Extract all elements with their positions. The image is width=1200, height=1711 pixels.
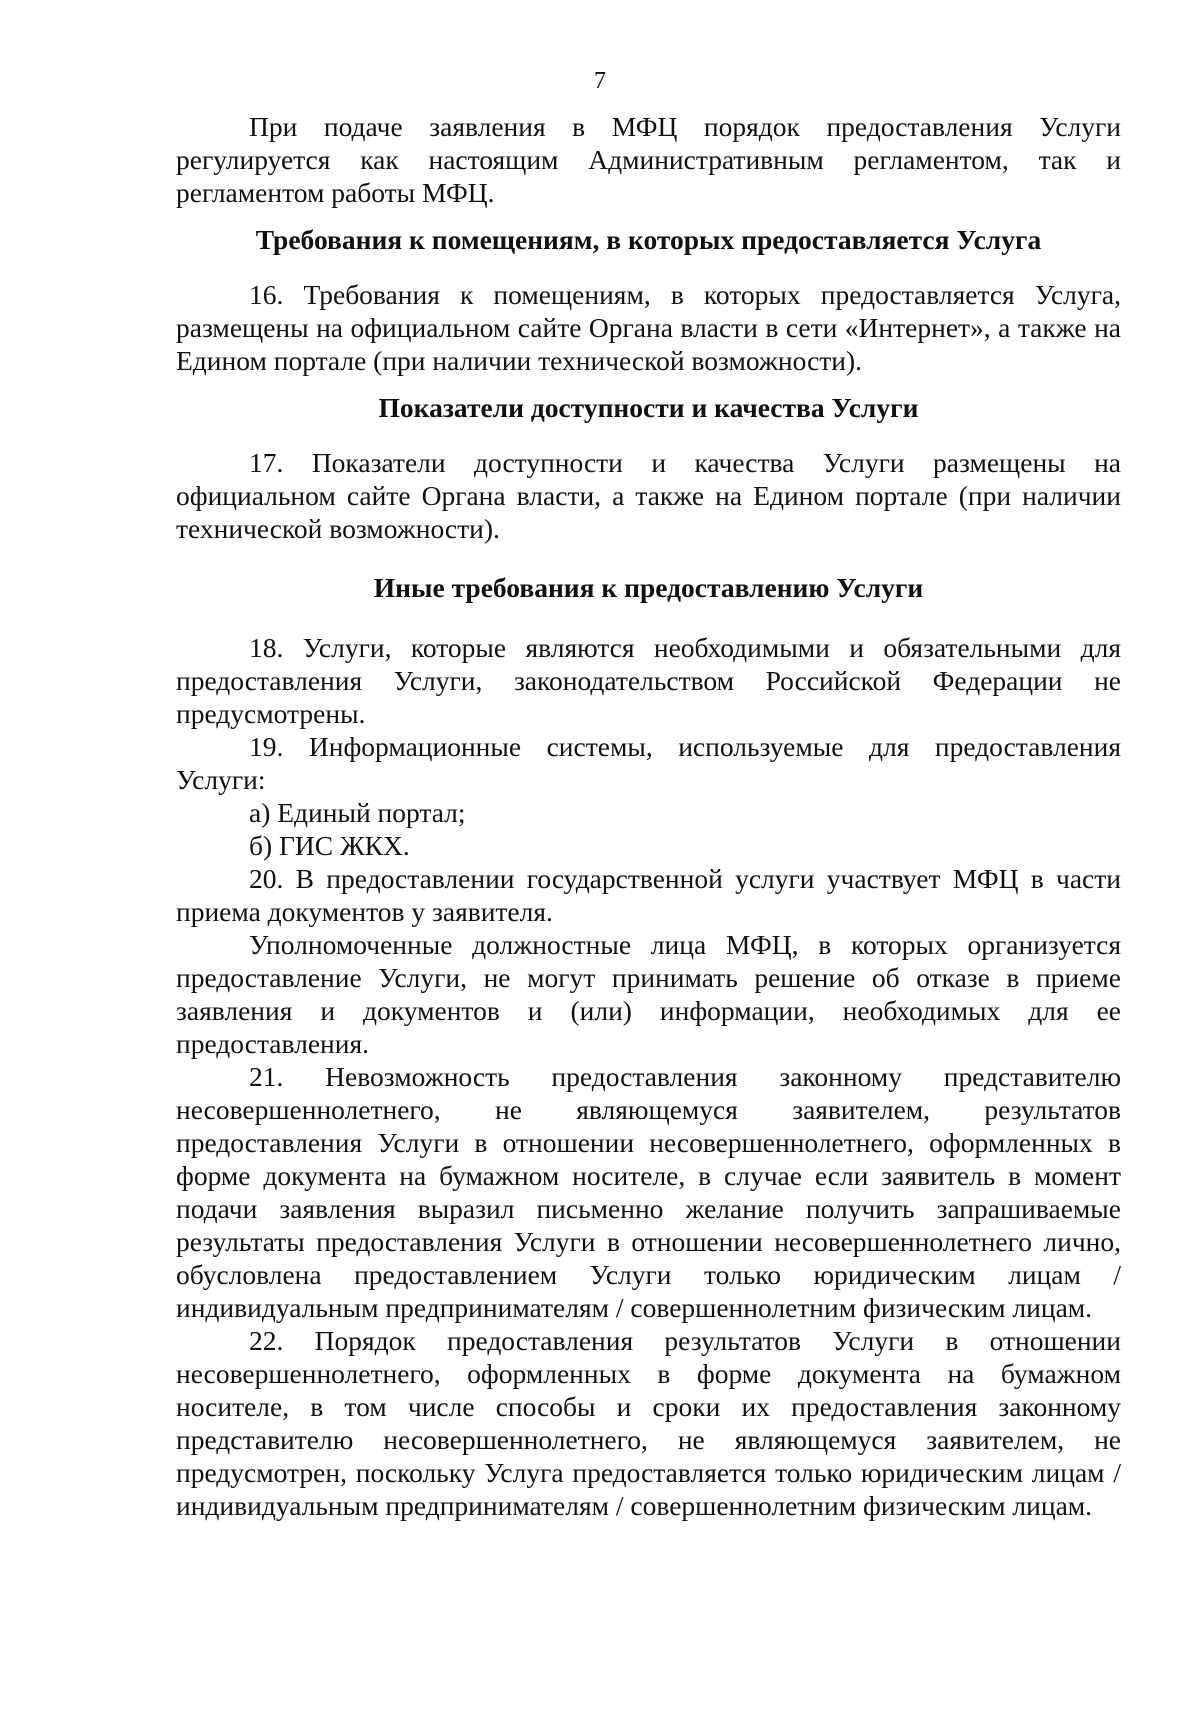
paragraph-19: 19. Информационные системы, используемые для предоставления Услуги: xyxy=(176,731,1121,795)
heading-accessibility-quality: Показатели доступности и качества Услуги xyxy=(378,392,919,423)
document-body xyxy=(176,110,1121,1522)
paragraph-17: 17. Показатели доступности и качества Услуги размещены на официальном сайте Органа власти, а также на Едином портале (при наличии технической возможности). xyxy=(176,447,1121,544)
paragraph-20-continued: Уполномоченные должностные лица МФЦ, в которых организуется предоставление Услуги, не могут принимать решение об отказе в приеме заявления и документов и (или) информации, необходимых для ее предоставления. xyxy=(176,929,1121,1059)
paragraph-21: 21. Невозможность предоставления законному представителю несовершеннолетнего, не являющемуся заявителем, результатов предоставления Услуги в отношении несовершеннолетнего, оформленных в форме документа на бумажном носителе, в случае если заявитель в момент подачи заявления выразил письменно желание получить запрашиваемые результаты предоставления Услуги в отношении несовершеннолетнего лично, обусловлена предоставлением Услуги только юридическим лицам / индивидуальным предпринимателям / совершеннолетним физическим лицам. xyxy=(176,1061,1121,1323)
paragraph-22: 22. Порядок предоставления результатов Услуги в отношении несовершеннолетнего, оформленных в форме документа на бумажном носителе, в том числе способы и сроки их предоставления законному представителю несовершеннолетнего, не являющемуся заявителем, не предусмотрен, поскольку Услуга предоставляется только юридическим лицам / индивидуальным предпринимателям / совершеннолетним физическим лицам. xyxy=(176,1325,1121,1521)
paragraph-20: 20. В предоставлении государственной услуги участвует МФЦ в части приема документов у заявителя. xyxy=(176,863,1121,927)
paragraph-18: 18. Услуги, которые являются необходимыми и обязательными для предоставления Услуги, законодательством Российской Федерации не предусмотрены. xyxy=(176,632,1121,729)
paragraph-16: 16. Требования к помещениям, в которых предоставляется Услуга, размещены на официальном сайте Органа власти в сети «Интернет», а также на Едином портале (при наличии технической возможности). xyxy=(176,279,1121,376)
page-number: 7 xyxy=(594,68,606,94)
paragraph-19b: б) ГИС ЖКХ. xyxy=(249,830,410,861)
paragraph-intro: При подаче заявления в МФЦ порядок предоставления Услуги регулируется как настоящим Административным регламентом, так и регламентом работы МФЦ. xyxy=(176,111,1121,208)
heading-premises-requirements: Требования к помещениям, в которых предоставляется Услуга xyxy=(255,224,1042,255)
heading-other-requirements: Иные требования к предоставлению Услуги xyxy=(373,572,924,603)
paragraph-19a: а) Единый портал; xyxy=(249,797,466,828)
